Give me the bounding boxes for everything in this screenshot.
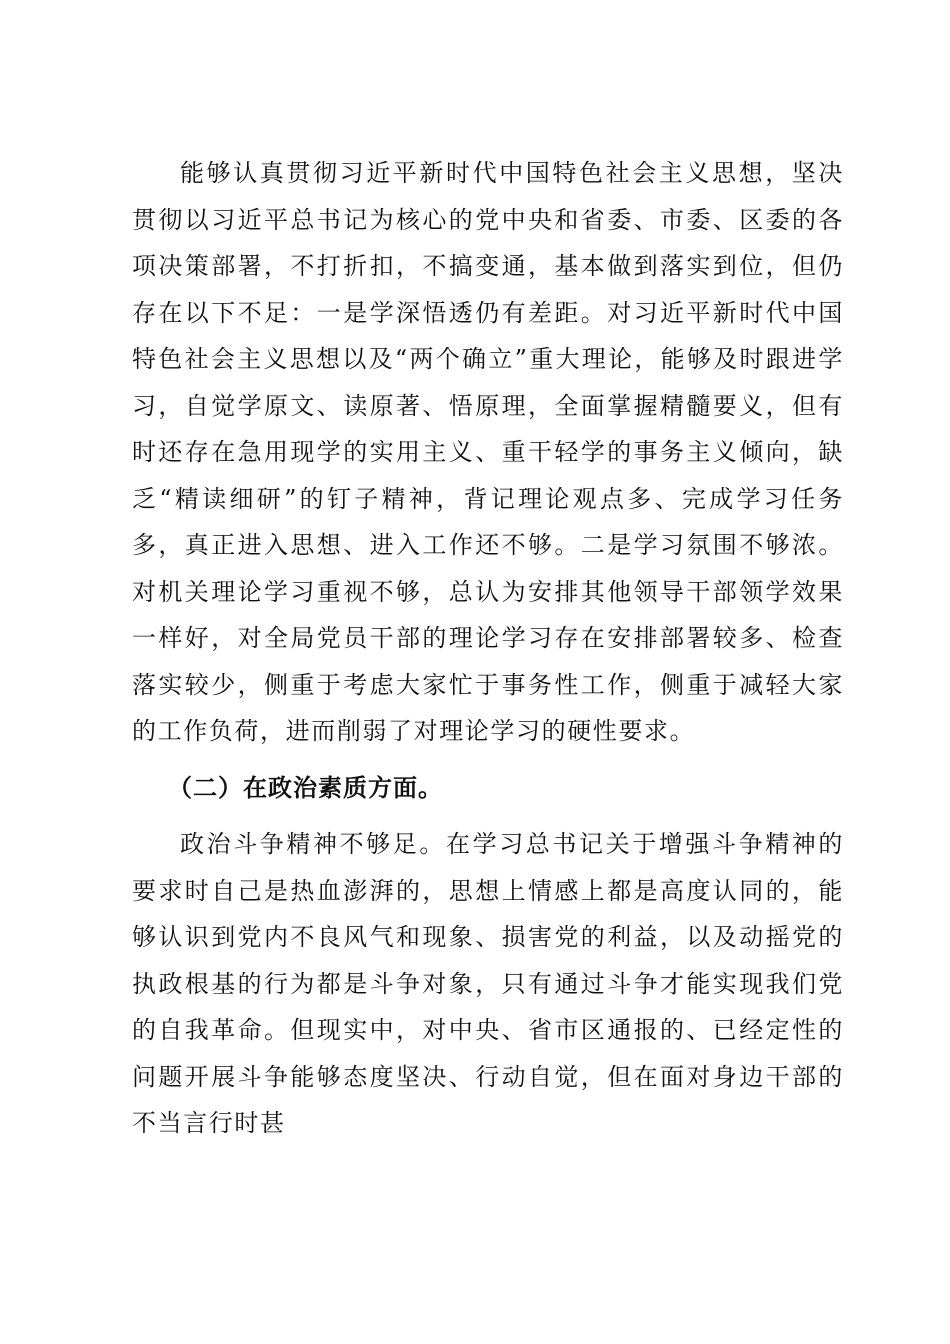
section-heading: （二）在政治素质方面。 (168, 773, 443, 802)
body-paragraph-1: 能够认真贯彻习近平新时代中国特色社会主义思想，坚决贯彻以习近平总书记为核心的党中央和省委、市委、区委的各项决策部署，不打折扣，不搞变通，基本做到落实到位，但仍存在以下不足：一是学深悟透仍有差距。对习近平新时代中国特色社会主义思想以及“两个确立”重大理论，能够及时跟进学习，自觉学原文、读原著、悟原理，全面掌握精髓要义，但有时还存在急用现学的实用主义、重干轻学的事务主义倾向，缺乏“精读细研”的钉子精神，背记理论观点多、完成学习任务多，真正进入思想、进入工作还不够。二是学习氛围不够浓。对机关理论学习重视不够，总认为安排其他领导干部领学效果一样好，对全局党员干部的理论学习存在安排部署较多、检查落实较少，侧重于考虑大家忙于事务性工作，侧重于减轻大家的工作负荷，进而削弱了对理论学习的硬性要求。 (132, 159, 844, 745)
document-body (132, 150, 844, 1147)
body-paragraph-2: 政治斗争精神不够足。在学习总书记关于增强斗争精神的要求时自己是热血澎湃的，思想上情感上都是高度认同的，能够认识到党内不良风气和现象、损害党的利益，以及动摇党的执政根基的行为都是斗争对象，只有通过斗争才能实现我们党的自我革命。但现实中，对中央、省市区通报的、已经定性的问题开展斗争能够态度坚决、行动自觉，但在面对身边干部的不当言行时甚 (132, 830, 844, 1137)
